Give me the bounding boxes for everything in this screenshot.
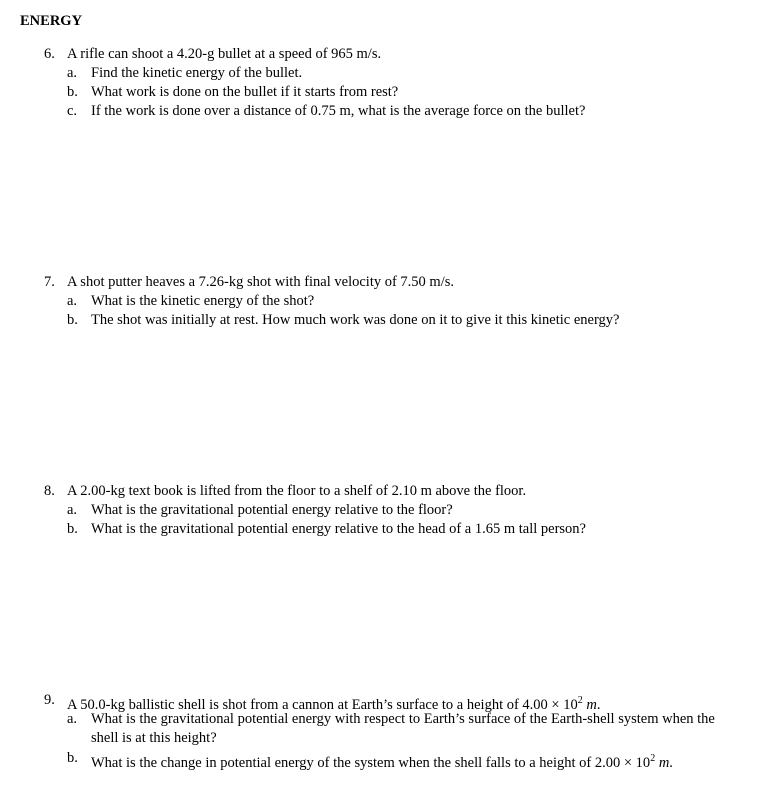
part-text: What is the kinetic energy of the shot? xyxy=(91,293,315,309)
question-stem: A shot putter heaves a 7.26-kg shot with final velocity of 7.50 m/s. xyxy=(67,274,455,290)
part-text: What is the gravitational potential energy with respect to Earth’s surface of the Earth-shell system when the shell is at this height? xyxy=(91,711,715,746)
part-label: a. xyxy=(67,502,78,518)
question-stem: A 2.00-kg text book is lifted from the floor to a shelf of 2.10 m above the floor. xyxy=(67,483,527,499)
part-label: a. xyxy=(67,65,78,81)
part-label: b. xyxy=(67,521,78,537)
question-number: 9. xyxy=(44,692,55,708)
part-text: Find the kinetic energy of the bullet. xyxy=(91,65,303,81)
part-label: c. xyxy=(67,103,78,119)
question-number: 6. xyxy=(44,46,55,62)
part-text: If the work is done over a distance of 0.75 m, what is the average force on the bullet? xyxy=(91,103,586,119)
part-label: b. xyxy=(67,750,78,766)
part-text-main: What is the change in potential energy of the system when the shell falls to a height of 2.00 × 10 xyxy=(91,754,651,771)
part-text: What is the gravitational potential energy relative to the floor? xyxy=(91,502,453,518)
question-stem: A rifle can shoot a 4.20-g bullet at a speed of 965 m/s. xyxy=(67,46,382,62)
part-label: b. xyxy=(67,312,78,328)
question-number: 8. xyxy=(44,483,55,499)
question-number: 7. xyxy=(44,274,55,290)
part-label: a. xyxy=(67,711,78,727)
part-text: What work is done on the bullet if it starts from rest? xyxy=(91,84,399,100)
unit: m xyxy=(586,696,597,713)
unit: m xyxy=(658,754,670,771)
part-suffix: . xyxy=(669,754,673,771)
stem-text: A 50.0-kg ballistic shell is shot from a cannon at Earth’s surface to a height of 4.00 × 10 xyxy=(67,696,578,713)
stem-suffix: . xyxy=(596,696,601,713)
part-label: b. xyxy=(67,84,78,100)
part-text xyxy=(91,749,673,773)
part-label: a. xyxy=(67,293,78,309)
exponent: 2 xyxy=(650,753,656,764)
part-text: What is the gravitational potential energy relative to the head of a 1.65 m tall person? xyxy=(91,521,586,537)
section-title: ENERGY xyxy=(20,13,83,29)
exponent: 2 xyxy=(577,695,583,706)
part-text: The shot was initially at rest. How much work was done on it to give it this kinetic energy? xyxy=(91,312,620,328)
